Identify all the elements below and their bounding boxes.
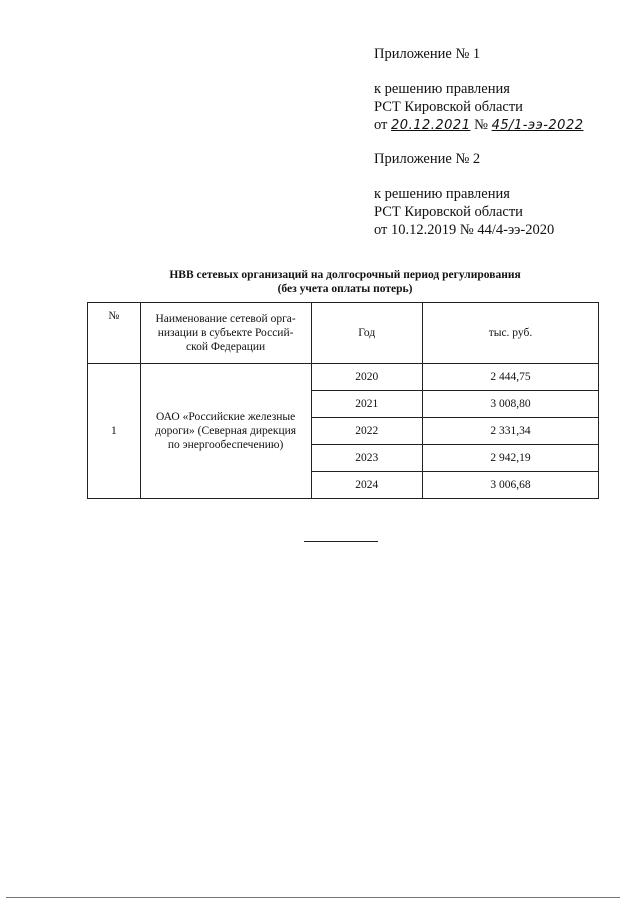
org-name-line-2: дороги» (Северная дирекция xyxy=(155,425,297,437)
org-name-line-3: по энергообеспечению) xyxy=(167,439,284,451)
org-name-line-1: ОАО «Российские железные xyxy=(155,411,296,423)
appendix-1-title: Приложение № 1 xyxy=(374,46,481,62)
appendix-1-line-3 xyxy=(374,116,584,135)
table-title-line-1: НВВ сетевых организаций на долгосрочный период регулирования xyxy=(169,269,521,281)
header-num: № xyxy=(88,303,141,364)
value-cell: 3 008,80 xyxy=(422,391,598,418)
header-name xyxy=(140,303,311,364)
header-name-line-3: ской Федерации xyxy=(185,341,266,353)
appendix-2-line-3: от 10.12.2019 № 44/4-ээ-2020 xyxy=(374,222,555,238)
value-cell: 2 331,34 xyxy=(422,418,598,445)
year-cell: 2022 xyxy=(311,418,422,445)
year-cell: 2023 xyxy=(311,445,422,472)
header-name-line-2: низации в субъекте Россий- xyxy=(157,327,294,339)
value-cell: 2 942,19 xyxy=(422,445,598,472)
handwritten-date: 20.12.2021 xyxy=(391,118,471,133)
table-row xyxy=(88,364,599,391)
appendix-2-title: Приложение № 2 xyxy=(374,151,481,167)
header-value: тыс. руб. xyxy=(422,303,598,364)
year-cell: 2024 xyxy=(311,472,422,499)
appendix-1-block xyxy=(374,45,584,135)
header-year: Год xyxy=(311,303,422,364)
row-org-name xyxy=(140,364,311,499)
header-name-line-1: Наименование сетевой орга- xyxy=(155,313,296,325)
appendix-2-line-1: к решению правления xyxy=(374,186,510,202)
handwritten-number: 45/1-ээ-2022 xyxy=(491,118,584,133)
table-title xyxy=(90,268,600,296)
year-cell: 2020 xyxy=(311,364,422,391)
number-label: № xyxy=(474,117,488,133)
appendix-1-line-2: РСТ Кировской области xyxy=(374,99,523,115)
appendix-1-line-1: к решению правления xyxy=(374,81,510,97)
appendix-2-block xyxy=(374,150,554,239)
appendix-2-line-2: РСТ Кировской области xyxy=(374,204,523,220)
year-cell: 2021 xyxy=(311,391,422,418)
table-title-line-2: (без учета оплаты потерь) xyxy=(277,283,413,295)
nvv-table xyxy=(87,302,599,499)
from-label: от xyxy=(374,117,388,133)
value-cell: 3 006,68 xyxy=(422,472,598,499)
row-num: 1 xyxy=(88,364,141,499)
page-bottom-edge xyxy=(6,897,620,898)
value-cell: 2 444,75 xyxy=(422,364,598,391)
end-divider xyxy=(304,541,378,542)
table-header-row xyxy=(88,303,599,364)
